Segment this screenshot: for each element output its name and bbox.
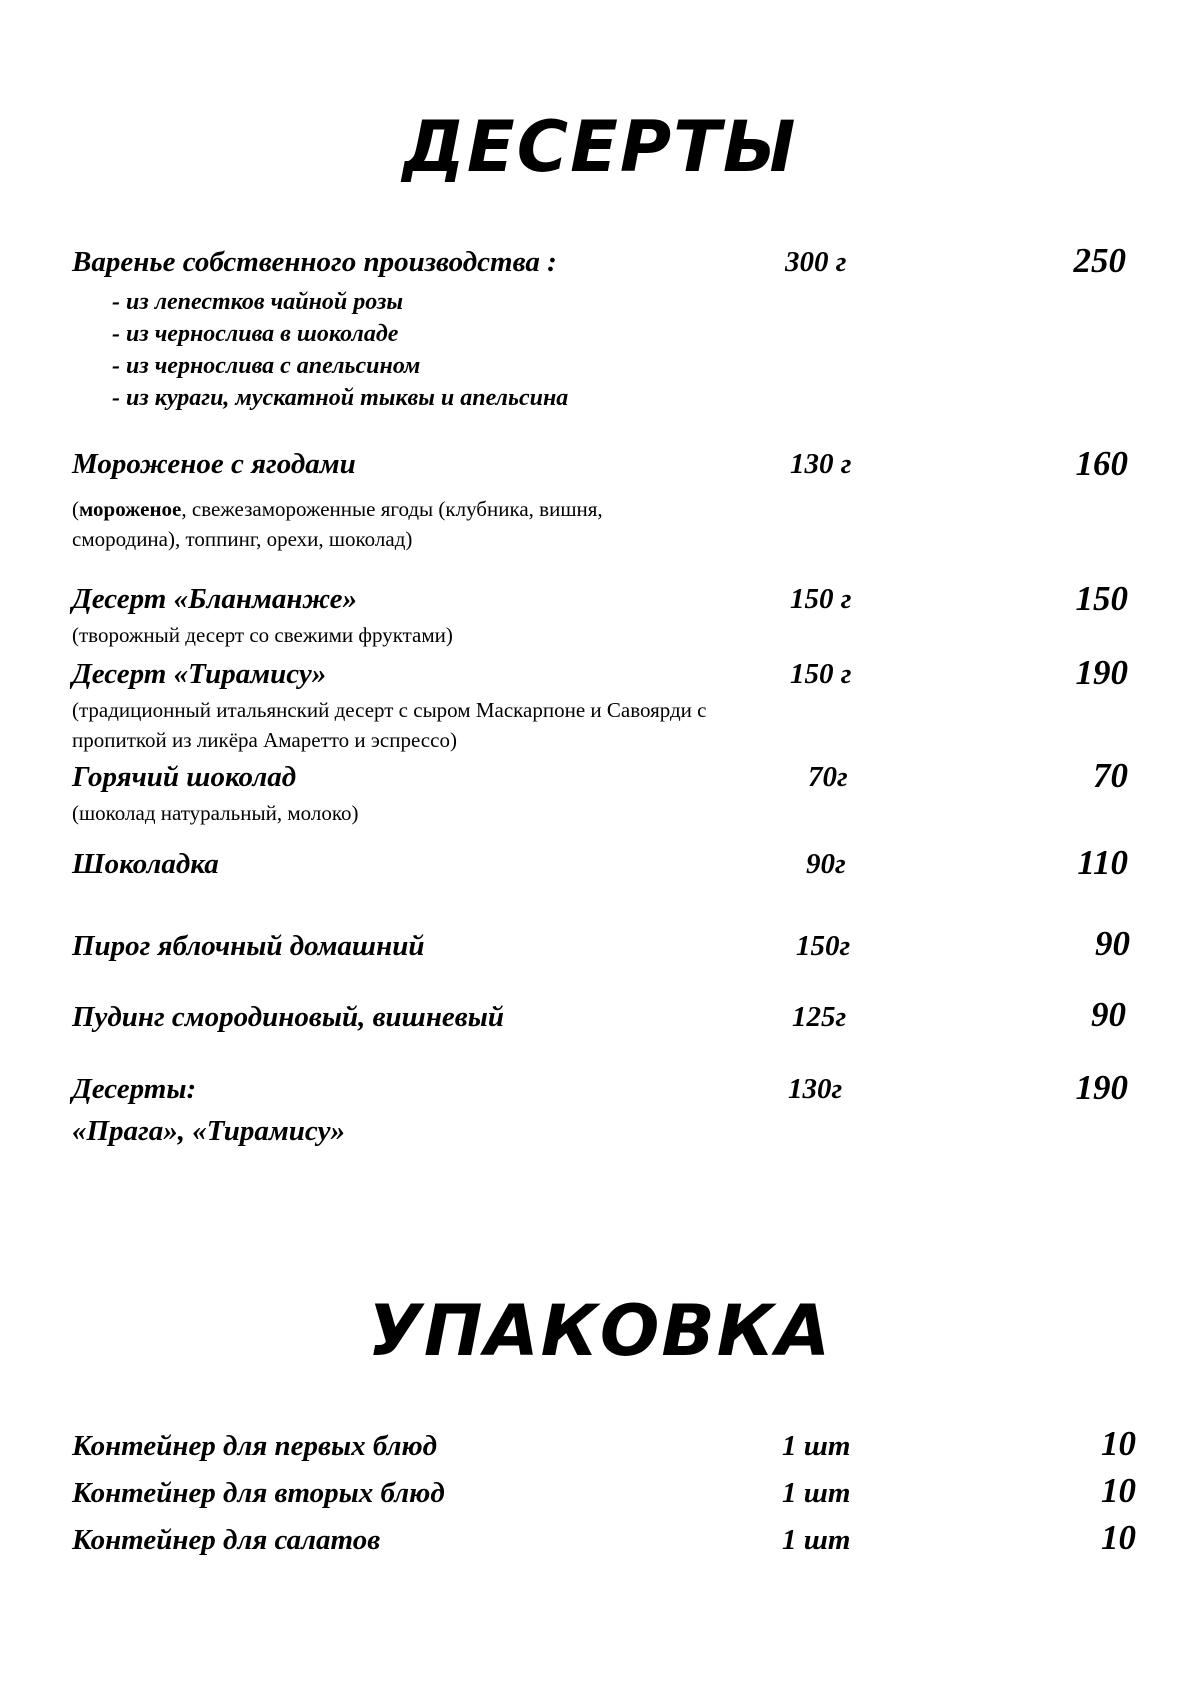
item-name: Мороженое с ягодами	[72, 448, 356, 480]
item-price: 90	[1095, 924, 1130, 963]
item-price: 10	[1101, 1518, 1136, 1557]
item-price: 10	[1101, 1424, 1136, 1463]
item-weight: 150г	[796, 930, 851, 962]
subitem: - из чернослива с апельсином	[112, 353, 421, 379]
item-price: 10	[1101, 1471, 1136, 1510]
item-price: 90	[1091, 995, 1126, 1034]
item-name: Десерт «Тирамису»	[72, 658, 327, 690]
item-weight: 125г	[792, 1001, 847, 1033]
packaging-title: УПАКОВКА	[367, 1290, 833, 1372]
item-description: (творожный десерт со свежими фруктами)	[72, 623, 453, 647]
item-price: 150	[1075, 579, 1128, 618]
item-name: Шоколадка	[72, 848, 219, 880]
item-weight: 70г	[808, 761, 848, 793]
desserts-title: ДЕСЕРТЫ	[402, 106, 798, 188]
item-weight: 300 г	[785, 246, 847, 278]
item-name: Контейнер для салатов	[72, 1524, 381, 1556]
item-name: Пирог яблочный домашний	[72, 930, 425, 962]
item-price: 250	[1073, 241, 1126, 280]
item-weight: 90г	[806, 848, 846, 880]
item-name-line2: «Прага», «Тирамису»	[72, 1115, 345, 1147]
item-quantity: 1 шт	[782, 1430, 851, 1462]
subitem: - из лепестков чайной розы	[112, 289, 403, 315]
item-name: Пудинг смородиновый, вишневый	[72, 1001, 505, 1033]
item-weight: 150 г	[790, 658, 852, 690]
item-quantity: 1 шт	[782, 1524, 851, 1556]
item-weight: 130г	[788, 1073, 843, 1105]
item-description: (традиционный итальянский десерт с сыром Маскарпоне и Савоярди с пропиткой из ликёра Амаретто и эспрессо)	[72, 698, 707, 753]
item-weight: 130 г	[790, 448, 852, 480]
item-name: Контейнер для первых блюд	[72, 1430, 438, 1462]
item-name: Десерт «Бланманже»	[72, 583, 358, 615]
item-name: Горячий шоколад	[72, 761, 297, 793]
subitem: - из кураги, мускатной тыквы и апельсина	[112, 385, 569, 411]
item-name: Контейнер для вторых блюд	[72, 1477, 445, 1509]
item-quantity: 1 шт	[782, 1477, 851, 1509]
item-name: Варенье собственного производства :	[72, 246, 557, 278]
item-price: 190	[1075, 1068, 1128, 1107]
item-description: (мороженое, свежезамороженные ягоды (клубника, вишня, смородина), топпинг, орехи, шоколад)	[72, 497, 603, 552]
subitem: - из чернослива в шоколаде	[112, 321, 399, 347]
item-description: (шоколад натуральный, молоко)	[72, 801, 359, 825]
item-price: 110	[1077, 843, 1128, 882]
item-price: 190	[1075, 653, 1128, 692]
item-price: 70	[1093, 756, 1128, 795]
item-name: Десерты:	[72, 1073, 197, 1105]
item-price: 160	[1075, 444, 1128, 483]
item-weight: 150 г	[790, 583, 852, 615]
